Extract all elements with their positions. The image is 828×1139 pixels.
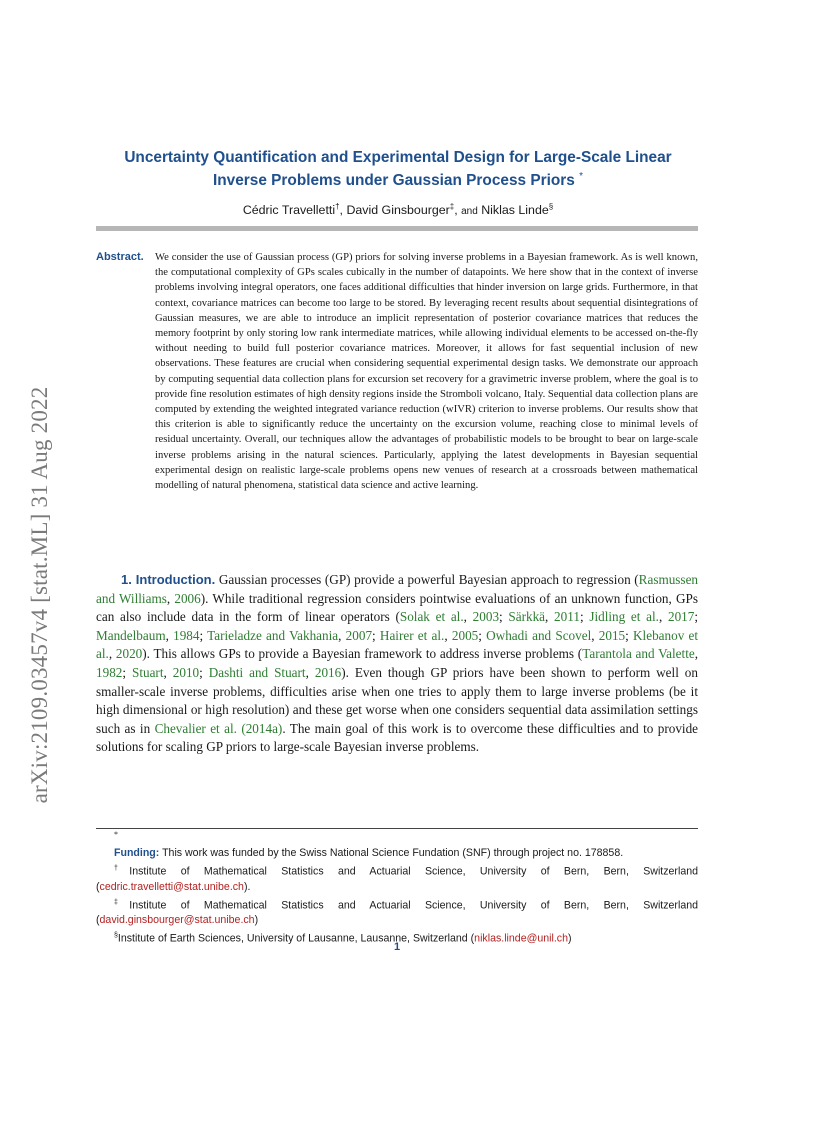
intro-text: ). While traditional regression considers pointwise evaluations of an unknown function, GPs can also include data in the form of linear operators ( xyxy=(96,590,699,625)
citation-year[interactable]: (2014a) xyxy=(241,720,283,736)
intro-text: Gaussian processes (GP) provide a powerful Bayesian approach to regression ( xyxy=(218,572,639,587)
citation-year[interactable]: 2017 xyxy=(667,609,695,625)
footnote-star-mark: * xyxy=(114,830,118,839)
citation-link[interactable]: Solak et al. xyxy=(399,609,464,625)
author-1-mark: † xyxy=(335,202,340,211)
paper-title xyxy=(100,148,696,190)
citation-link[interactable]: Chevalier et al. xyxy=(154,720,237,736)
citation-year[interactable]: 2010 xyxy=(172,664,200,680)
citation-year[interactable]: 1982 xyxy=(96,664,123,680)
author-3: Niklas Linde xyxy=(481,203,549,218)
affiliation-text: Institute of Mathematical Statistics and Actuarial Science, University of Bern, Bern, Switzerland xyxy=(129,865,698,878)
funding-text: This work was funded by the Swiss National Science Fundation (SNF) through project no. 178858. xyxy=(162,847,624,859)
arxiv-sidebar-stamp xyxy=(10,345,70,845)
page-number: 1 xyxy=(393,941,401,953)
citation-link[interactable]: Särkkä xyxy=(508,609,546,625)
author-2: David Ginsbourger xyxy=(346,203,450,218)
title-rule xyxy=(96,226,698,231)
title-footnote-mark: * xyxy=(579,171,584,182)
affiliation-text: Institute of Earth Sciences, University of Lausanne, Lausanne, Switzerland ( xyxy=(117,932,475,945)
footnote-affiliation-1 xyxy=(96,861,698,880)
arxiv-id: arXiv:2109.03457v4 [stat.ML] 31 Aug 2022 xyxy=(27,386,52,804)
citation-link[interactable]: Rasmussen and Williams xyxy=(96,572,699,606)
citation-link[interactable]: Jidling et al. xyxy=(589,609,659,625)
citation-link[interactable]: Mandelbaum xyxy=(96,627,166,643)
affiliation-text: Institute of Mathematical Statistics and Actuarial Science, University of Bern, Bern, Switzerland xyxy=(129,899,698,912)
email-link[interactable]: niklas.linde@unil.ch xyxy=(474,932,568,945)
title-line-2: Inverse Problems under Gaussian Process Priors xyxy=(212,172,575,190)
abstract-text: We consider the use of Gaussian process (GP) priors for solving inverse problems in a Bayesian framework. As is well known, the computational complexity of GPs scales cubically in the number of datapoints. We here show that in the context of inverse problems involving integral operators, one faces additional difficulties that hinder inversion on large grids. Furthermore, in that context, covariance matrices can become too large to be stored. By leveraging recent results about sequential disintegrations of Gaussian measures, we are able to introduce an implicit representation of posterior covariance matrices that reduces the memory footprint by only storing low rank intermediate matrices, while allowing individual elements to be accessed on-the-fly without needing to build full posterior covariance matrices. Moreover, it allows for fast sequential inclusion of new observations. These features are crucial when considering sequential experimental design tasks. We demonstrate our approach by computing sequential data collection plans for excursion set recovery for a gravimetric inverse problem, where the goal is to provide fine resolution estimates of high density regions inside the Stromboli volcano, Italy. Sequential data collection plans are computed by extending the weighted integrated variance reduction (wIVR) criterion to inverse problems. Our results show that this criterion is able to significantly reduce the uncertainty on the excursion volume, reaching close to minimal levels of residual uncertainty. Overall, our techniques allow the advantages of probabilistic models to be brought to bear on large-scale inverse problems arising in the natural sciences. Particularly, applying the latest developments in Bayesian sequential experimental design on realistic large-scale problems opens new venues of research at a crossroads between mathematical modelling of natural phenomena, statistical data science and active learning. xyxy=(155,252,698,492)
citation-year[interactable]: 2007 xyxy=(345,627,373,643)
footnote-email-1-line: (cedric.travelletti@stat.unibe.ch). xyxy=(96,880,251,893)
citation-link[interactable]: Klebanov et al. xyxy=(96,627,699,662)
author-3-mark: § xyxy=(548,202,554,211)
intro-text: ). This allows GPs to provide a Bayesian framework to address inverse problems ( xyxy=(142,646,583,662)
citation-year[interactable]: 2016 xyxy=(314,664,342,680)
email-link[interactable]: cedric.travelletti@stat.unibe.ch xyxy=(99,880,244,893)
citation-year[interactable]: 2003 xyxy=(472,609,500,625)
citation-link[interactable]: Tarieladze and Vakhania xyxy=(207,627,339,643)
author-list: Cédric Travelletti†, David Ginsbourger‡, and Niklas Linde§ xyxy=(242,202,554,218)
footnote-affiliation-2 xyxy=(96,895,698,914)
citation-link[interactable]: Dashti and Stuart xyxy=(208,664,306,680)
citation-link[interactable]: Tarantola and Valette xyxy=(582,646,695,662)
funding-label: Funding: xyxy=(114,847,160,859)
footnote-rule xyxy=(96,828,698,829)
author-and: and xyxy=(461,206,478,218)
email-link[interactable]: david.ginsbourger@stat.unibe.ch xyxy=(99,914,255,927)
introduction-section xyxy=(96,571,698,757)
citation-link[interactable]: Hairer et al. xyxy=(379,627,445,643)
footnote-mark: ‡ xyxy=(114,898,130,906)
citation-link[interactable]: Owhadi and Scovel xyxy=(486,627,592,643)
introduction-paragraph: 1. Introduction. Gaussian processes (GP) provide a powerful Bayesian approach to regression (Rasmussen and Williams, 2006). While traditional regression considers pointwise evaluations of an unknown function, GPs can also include data in the form of linear operators (Solak et al., 2003; Särkkä, 2011; Jidling et al., 2017; Mandelbaum, 1984; Tarieladze and Vakhania, 2007; Hairer et al., 2005; Owhadi and Scovel, 2015; Klebanov et al., 2020). This allows GPs to provide a Bayesian framework to address inverse problems (Tarantola and Valette, 1982; Stuart, 2010; Dashti and Stuart, 2016). Even though GP priors have been shown to perform well on smaller-scale inverse problems, difficulties arise when one tries to apply them to large inverse problems (be it high dimensional or high resolution) and these get worse when one considers sequential data assimilation settings such as in Chevalier et al. (2014a). The main goal of this work is to overcome these difficulties and to provide solutions for scaling GP priors to large-scale Bayesian inverse problems. xyxy=(96,572,699,755)
footnote-mark: § xyxy=(114,932,118,940)
intro-text: ). Even though GP priors have been shown to perform well on smaller-scale inverse problems, difficulties arise when one tries to apply them to large inverse problems (be it high dimensional or high resolution) and these get worse when one considers sequential data assimilation settings such as in xyxy=(96,664,698,736)
citation-year[interactable]: 2015 xyxy=(598,627,626,643)
citation-year[interactable]: 2006 xyxy=(174,590,201,606)
author-1: Cédric Travelletti xyxy=(242,203,336,218)
citation-link[interactable]: Stuart xyxy=(131,664,164,680)
citation-year[interactable]: 2005 xyxy=(451,627,479,643)
footnote-email-2-line: (david.ginsbourger@stat.unibe.ch) xyxy=(96,914,259,927)
intro-text: . The main goal of this work is to overcome these difficulties and to provide solutions for scaling GP priors to large-scale Bayesian inverse problems. xyxy=(96,720,699,755)
affiliation-close: ) xyxy=(567,932,572,945)
citation-year[interactable]: 1984 xyxy=(173,627,200,643)
author-2-mark: ‡ xyxy=(449,202,455,211)
footnotes xyxy=(96,846,698,947)
title-line-1: Uncertainty Quantification and Experimental Design for Large-Scale Linear xyxy=(124,149,672,166)
footnote-mark: † xyxy=(114,865,130,872)
abstract-label: Abstract. xyxy=(96,251,144,263)
citation-year[interactable]: 2011 xyxy=(554,609,580,625)
abstract xyxy=(96,250,698,493)
citation-year[interactable]: 2020 xyxy=(115,646,143,662)
section-heading: 1. Introduction. xyxy=(121,572,216,587)
footnote-funding xyxy=(96,846,698,861)
